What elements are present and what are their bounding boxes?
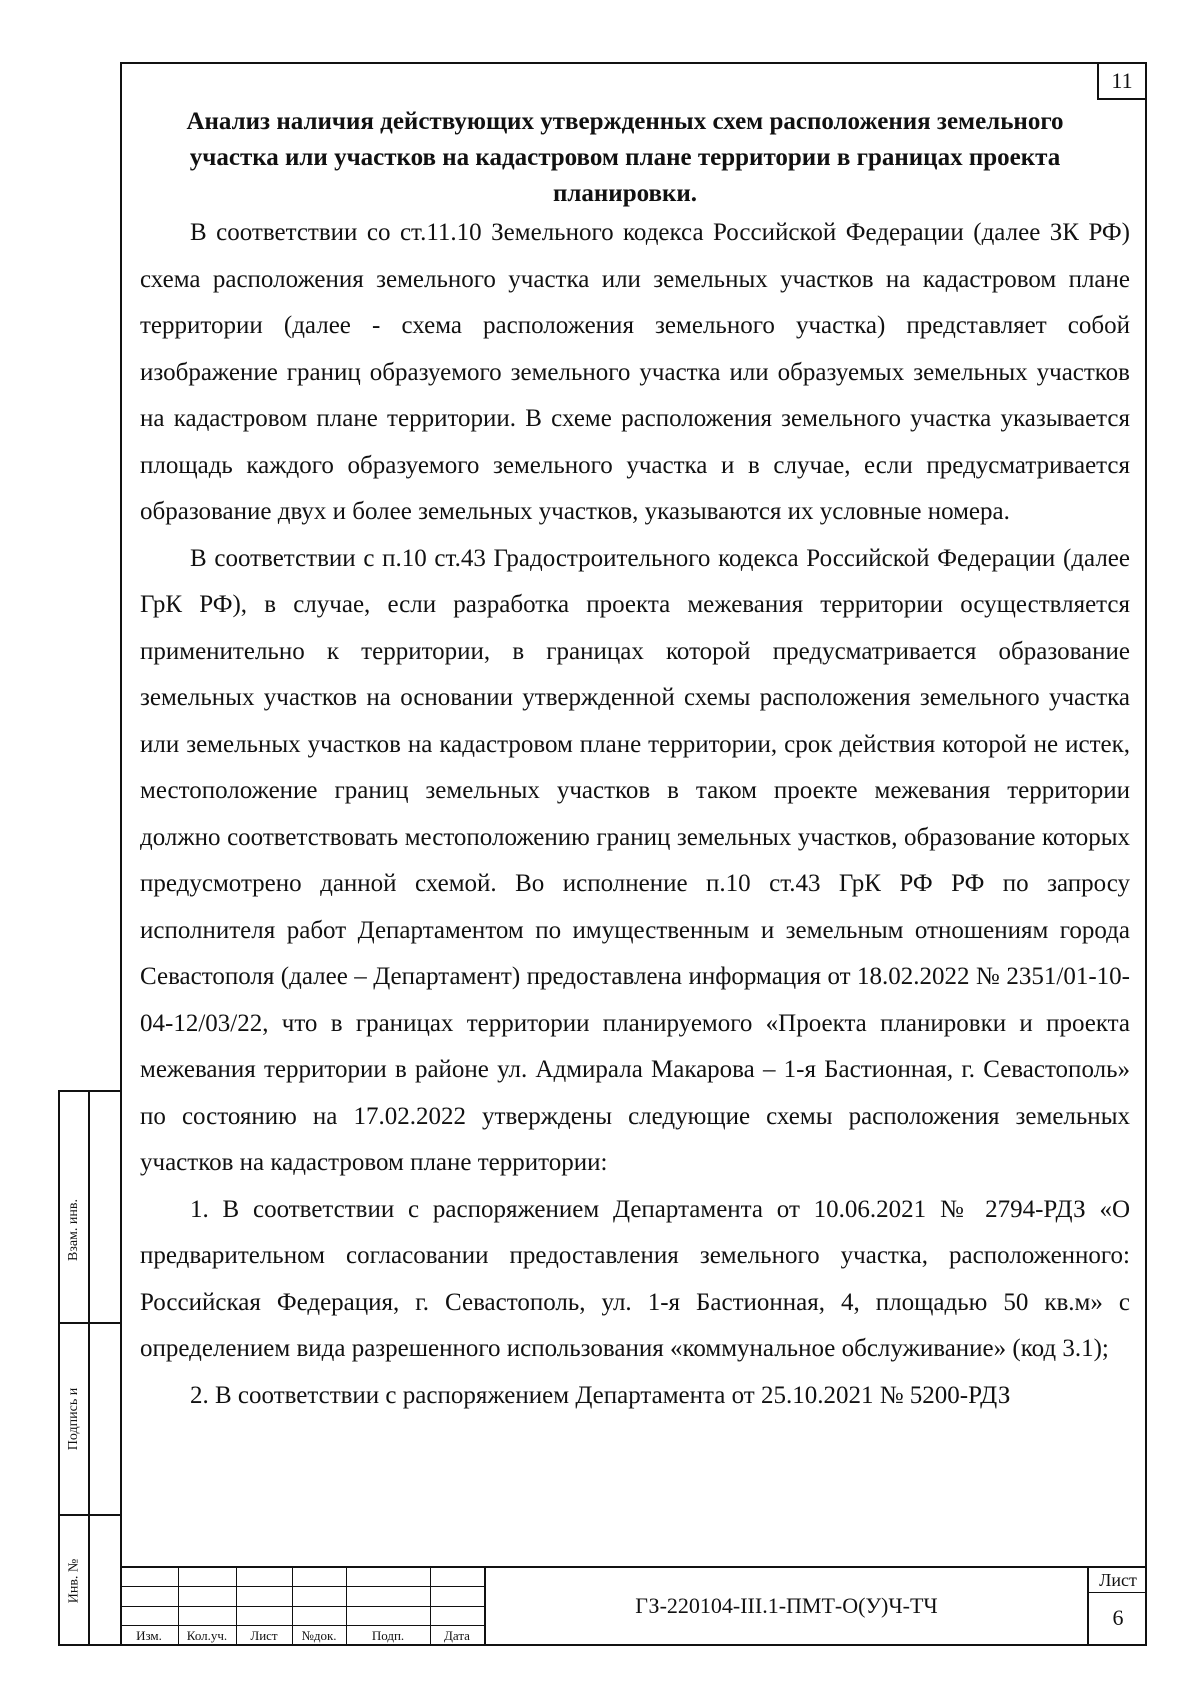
col-podp: Подп.	[371, 1628, 405, 1643]
col-izm: Изм.	[136, 1628, 162, 1643]
document-body	[140, 210, 1130, 1419]
col-koluch: Кол.уч.	[186, 1628, 228, 1643]
paragraph: В соответствии с п.10 ст.43 Градостроительного кодекса Российской Федерации (далее ГрК РФ), в случае, если разработка проекта межевания территории осуществляется применительно к территории, в границах которой предусматривается образование земельных участков на основании утвержденной схемы расположения земельного участка или земельных участков на кадастровом плане территории, срок действия которой не истек, местоположение границ земельных участков в таком проекте межевания территории должно соответствовать местоположению границ земельных участков, образование которых предусмотрено данной схемой. Во исполнение п.10 ст.43 ГрК РФ РФ по запросу исполнителя работ Департаментом по имущественным и земельным отношениям города Севастополя (далее – Департамент) предоставлена информация от 18.02.2022 № 2351/01-10-04-12/03/22, что в границах территории планируемого «Проекта планировки и проекта межевания территории в районе ул. Адмирала Макарова – 1-я Бастионная, г. Севастополь» по состоянию на 17.02.2022 утверждены следующие схемы расположения земельных участков на кадастровом плане территории:	[140, 544, 1130, 1176]
sheet-label: Лист	[1089, 1568, 1147, 1593]
col-list: Лист	[250, 1628, 278, 1643]
col-ndok: №док.	[301, 1628, 337, 1643]
inv-number-label: Инв. №	[66, 1558, 82, 1604]
vzam-inv-label: Взам. инв.	[66, 1198, 82, 1262]
section-title: Анализ наличия действующих утвержденных схем расположения земельного участка или участков на кадастровом плане территории в границах проекта планировки.	[186, 108, 1064, 207]
paragraph: 1. В соответствии с распоряжением Департамента от 10.06.2021 № 2794-РДЗ «О предварительном согласовании предоставления земельного участка, расположенного: Российская Федерация, г. Севастополь, ул. 1-я Бастионная, 4, площадью 50 кв.м» с определением вида разрешенного использования «коммунальное обслуживание» (код 3.1);	[140, 1195, 1130, 1362]
margin-separator	[58, 1322, 122, 1324]
paragraph: В соответствии со ст.11.10 Земельного кодекса Российской Федерации (далее ЗК РФ) схема расположения земельного участка или земельных участков на кадастровом плане территории (далее - схема расположения земельного участка) представляет собой изображение границ образуемого земельного участка или образуемых земельных участков на кадастровом плане территории. В схеме расположения земельного участка указывается площадь каждого образуемого земельного участка и в случае, если предусматривается образование двух и более земельных участков, указываются их условные номера.	[140, 219, 1130, 525]
margin-separator	[58, 1514, 122, 1516]
title-block	[120, 1566, 1147, 1646]
sheet-cell	[1087, 1566, 1147, 1646]
sheet-number: 6	[1112, 1605, 1124, 1630]
paragraph: 2. В соответствии с распоряжением Департамента от 25.10.2021 № 5200-РДЗ	[190, 1381, 1011, 1409]
revision-labels	[120, 1625, 484, 1645]
page-number: 11	[1097, 62, 1147, 100]
document-code: ГЗ-220104-III.1-ПМТ-О(У)Ч-ТЧ	[484, 1566, 1087, 1646]
podpis-label: Подпись и	[66, 1387, 81, 1451]
col-data: Дата	[444, 1628, 470, 1643]
